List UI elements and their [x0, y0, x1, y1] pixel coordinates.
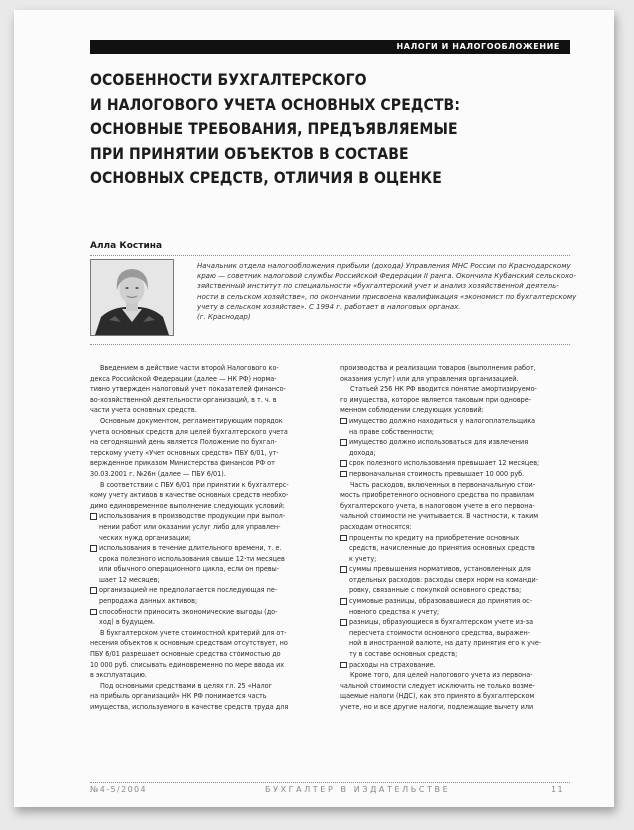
body-text-line: срока полезного использования свыше 12-ти месяцев: [99, 553, 285, 563]
bullet-item-line: проценты по кредиту на приобретение основных: [340, 533, 568, 544]
body-text-line: нении работ или оказании услуг либо для управлен-: [99, 521, 281, 531]
issue-number: №4-5/2004: [90, 785, 148, 794]
bio-line: зяйственный институт по специальности «бухгалтерский учет и анализ хозяйственной деятель-: [197, 282, 559, 291]
body-text-line: Часть расходов, включенных в первоначальную стои-: [350, 479, 536, 489]
bullet-item-line: суммовые разницы, образовавшиеся до принятия ос-: [340, 596, 568, 607]
body-text-line: оказания услуг) или для управления организацией.: [340, 373, 519, 383]
bio-line: учету в сельском хозяйстве». С 1994 г. работает в налоговых органах.: [197, 302, 461, 311]
body-text-line: на сегодняшний день является Положение по бухгал-: [90, 437, 277, 447]
bullet-item-line: имущество должно находиться у налогоплательщика: [340, 416, 568, 427]
body-text-line: ПБУ 6/01 разрешает основные средства стоимостью до: [90, 649, 281, 659]
body-text-line: В соответствии с ПБУ 6/01 при принятии к бухгалтерс-: [100, 479, 289, 489]
body-text-line: на праве собственности;: [349, 426, 435, 436]
body-text-line: бухгалтерского учета, в налоговом учете в его первона-: [340, 500, 535, 510]
body-text-line: Введением в действие части второй Налогового ко-: [100, 363, 279, 372]
body-text-line: или обычного операционного цикла, если он превы-: [99, 564, 280, 574]
article-title: [90, 68, 570, 191]
body-text-line: вержденное приказом Министерства финансов РФ от: [90, 458, 275, 468]
body-text-line: Кроме того, для целей налогового учета из первона-: [350, 670, 533, 680]
body-text-line: дохода;: [349, 447, 376, 457]
body-text-line: димо единовременное выполнение следующих условий:: [90, 500, 285, 510]
title-line: ОСНОВНЫХ СРЕДСТВ, ОТЛИЧИЯ В ОЦЕНКЕ: [90, 169, 442, 187]
body-text-line: менном соблюдении следующих условий:: [340, 405, 484, 415]
body-text-line: репродажа данных активов;: [99, 596, 198, 606]
body-text-line: шает 12 месяцев;: [99, 574, 160, 584]
body-text-line: во-хозяйственной деятельности организаций, в т. ч. в: [90, 394, 277, 404]
page-footer: [90, 782, 570, 795]
body-text-line: пересчета стоимости основного средства, выражен-: [349, 627, 531, 637]
body-text-line: имущества, используемого в качестве средств труда для: [90, 702, 289, 711]
section-header-bar: [90, 40, 570, 54]
author-portrait-image: [91, 260, 173, 335]
title-line: ОСНОВНЫЕ ТРЕБОВАНИЯ, ПРЕДЪЯВЛЯЕМЫЕ: [90, 120, 458, 138]
body-text-line: на прибыль организаций» НК РФ понимается часть: [90, 691, 267, 701]
bio-line: (г. Краснодар): [197, 313, 251, 322]
body-text-line: производства и реализации товаров (выполнения работ,: [340, 363, 536, 372]
body-text-line: ту в составе основных средств;: [349, 649, 458, 659]
left-text-column: [90, 363, 318, 713]
bullet-item-line: организацией не предполагается последующая пе-: [90, 585, 318, 596]
body-text-line: к учету;: [349, 553, 377, 563]
author-divider-top: [90, 255, 570, 256]
bullet-item-line: использования в производстве продукции при выпол-: [90, 511, 318, 522]
bullet-item-line: разницы, образующиеся в бухгалтерском учете из-за: [340, 617, 568, 628]
body-text-line: несения объектов к основным средствам отсутствует, но: [90, 638, 288, 648]
body-text-line: Статьей 256 НК РФ вводится понятие амортизируемо-: [350, 384, 537, 394]
magazine-name: БУХГАЛТЕР В ИЗДАТЕЛЬСТВЕ: [265, 785, 451, 794]
body-text-line: части учета основных средств.: [90, 405, 197, 415]
author-divider-bottom: [90, 344, 570, 345]
body-text-line: терскому учету «Учет основных средств» ПБУ 6/01, ут-: [90, 447, 279, 457]
body-text-line: учета основных средств для целей бухгалтерского учета: [90, 426, 288, 436]
body-text-line: ровку, связанные с покупкой основного средства;: [349, 585, 522, 595]
page-number: 11: [551, 785, 564, 794]
body-text-line: щаемые налоги (НДС), как это принято в бухгалтерском: [340, 691, 535, 701]
title-line: И НАЛОГОВОГО УЧЕТА ОСНОВНЫХ СРЕДСТВ:: [90, 95, 461, 114]
bio-line: ности в сельском хозяйстве», по окончании присвоена квалификация «экономист по бухгалтерскому: [197, 292, 577, 301]
bullet-item-line: расходы на страхование.: [340, 660, 568, 671]
body-text-line: чальной стоимости не учитывается. В частности, к таким: [340, 511, 539, 521]
body-text-line: тивно утвержден налоговый учет показателей финансо-: [90, 384, 286, 394]
body-text-line: декса Российской Федерации (далее — НК РФ) норма-: [90, 373, 277, 383]
bio-line: краю — советник налоговой службы Российской Федерации II ранга. Окончила Кубанский сельскохо-: [197, 272, 576, 281]
body-text-line: расходам относятся:: [340, 521, 412, 531]
author-bio: [197, 261, 577, 322]
body-text-line: ной в иностранной валюте, на дату принятия его к уче-: [349, 638, 542, 648]
section-label: НАЛОГИ И НАЛОГООБЛОЖЕНИЕ: [396, 42, 560, 51]
body-text-line: Под основными средствами в целях гл. 25 «Налог: [100, 680, 272, 690]
body-text-line: чальной стоимости следует исключить не только возме-: [340, 680, 535, 690]
body-text-line: 10 000 руб. списывать единовременно по мере ввода их: [90, 659, 285, 669]
body-text-line: в эксплуатацию.: [90, 670, 147, 680]
bullet-item-line: имущество должно использоваться для извлечения: [340, 437, 568, 448]
body-text-line: ческих нужд организации;: [99, 532, 191, 542]
title-line: ОСОБЕННОСТИ БУХГАЛТЕРСКОГО: [90, 71, 367, 89]
author-photo: [90, 259, 174, 336]
bio-line: Начальник отдела налогообложения прибыли (дохода) Управления МНС России по Краснодарскому: [197, 262, 571, 270]
body-text-line: мость приобретенного основного средства по правилам: [340, 490, 535, 500]
author-name: Алла Костина: [90, 241, 163, 251]
body-text-line: отдельных расходов: расходы сверх норм на команди-: [349, 574, 538, 584]
body-text-line: новного средства к учету;: [349, 606, 440, 616]
title-line: ПРИ ПРИНЯТИИ ОБЪЕКТОВ В СОСТАВЕ: [90, 144, 409, 163]
right-text-column: [340, 363, 568, 713]
body-text-line: Основным документом, регламентирующим порядок: [100, 415, 283, 425]
body-text-line: 30.03.2001 г. №26н (далее — ПБУ 6/01).: [90, 468, 226, 478]
bullet-item-line: первоначальная стоимость превышает 10 000 руб.: [340, 469, 568, 480]
body-text-line: го имущества, которое является таковым при одновре-: [340, 394, 532, 404]
bullet-item-line: способности приносить экономические выгоды (до-: [90, 607, 318, 618]
body-text-line: учете, но и все другие налоги, подлежащие вычету или: [340, 702, 534, 711]
bullet-item-line: использования в течение длительного времени, т. е.: [90, 543, 318, 554]
body-text-line: В бухгалтерском учете стоимостной критерий для от-: [100, 627, 287, 637]
body-text-line: кому учету активов в качестве основных средств необхо-: [90, 490, 289, 500]
journal-page: [14, 10, 614, 807]
bullet-item-line: суммы превышения нормативов, установленных для: [340, 564, 568, 575]
body-text-line: средств, начисленные до принятия основных средств: [349, 543, 535, 553]
body-text-line: ход) в будущем.: [99, 617, 155, 627]
bullet-item-line: срок полезного использования превышает 12 месяцев;: [340, 458, 568, 469]
